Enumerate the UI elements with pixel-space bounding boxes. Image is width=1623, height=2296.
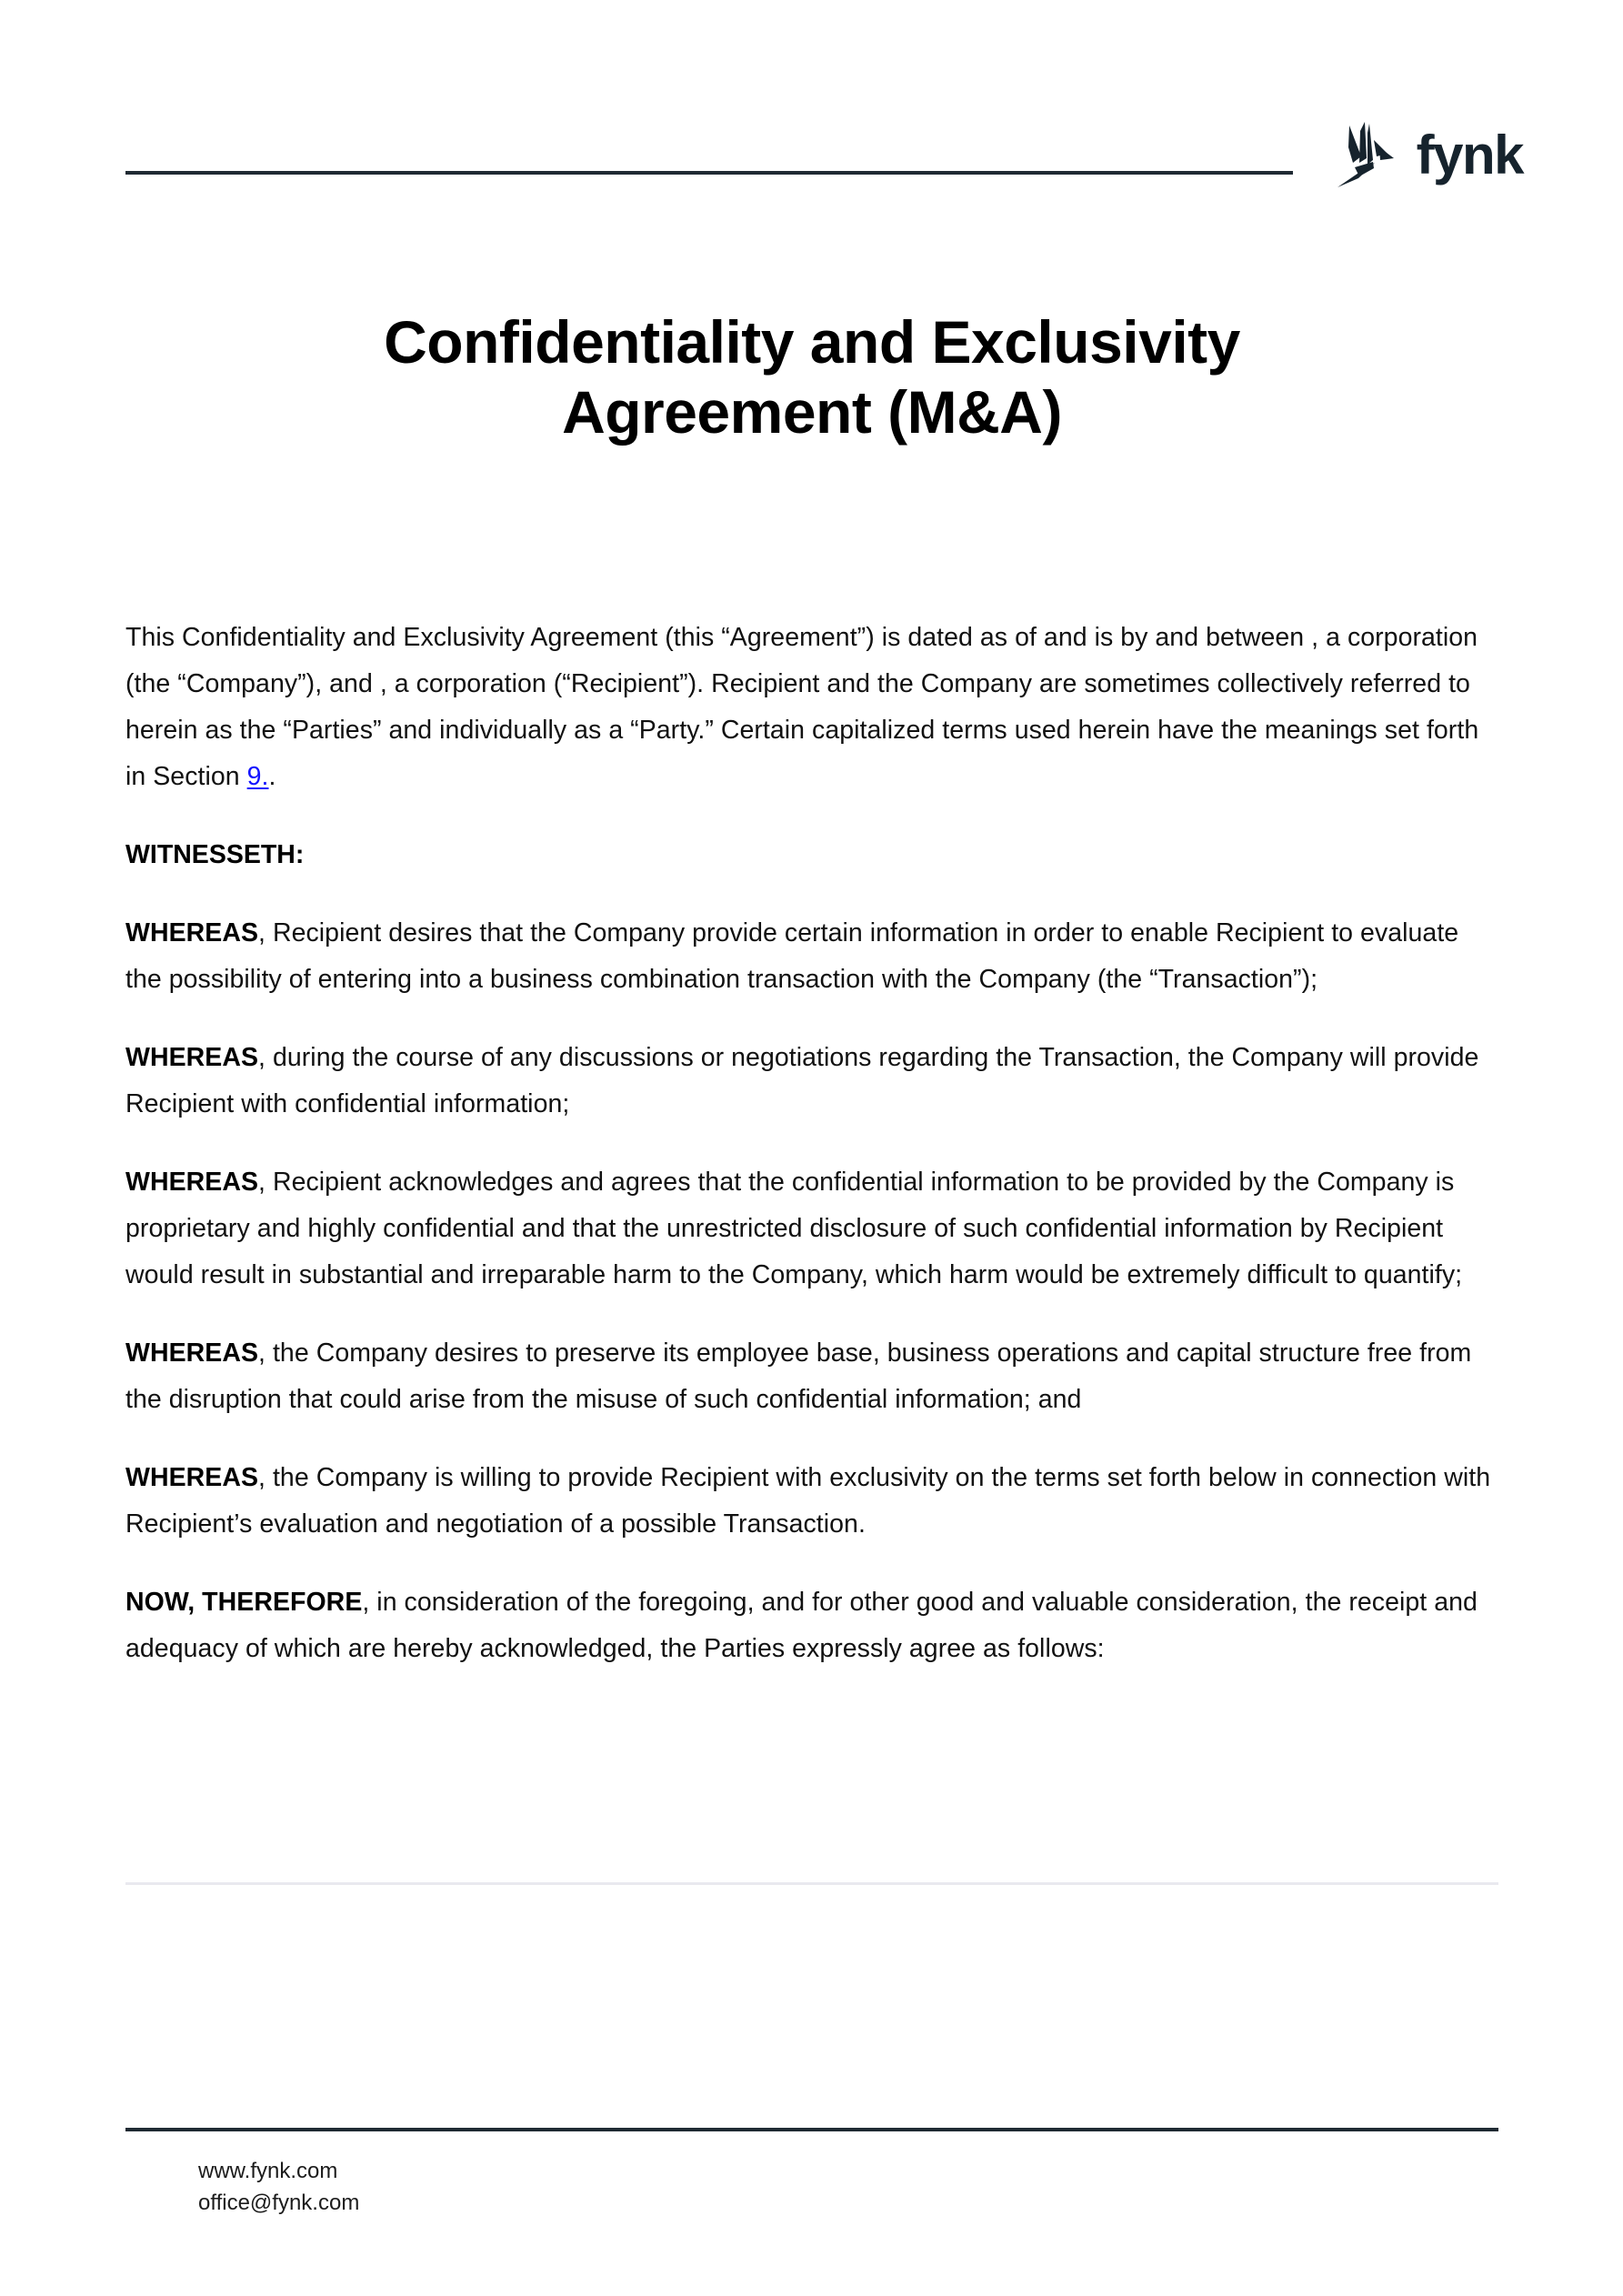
recital-lead-in: WHEREAS bbox=[125, 1338, 259, 1368]
recital-paragraph bbox=[125, 1159, 1498, 1298]
recital-text: , Recipient desires that the Company provide certain information in order to enable Recipient to evaluate the possibility of entering into a business combination transaction with the Company (the “Transaction”); bbox=[125, 918, 1459, 994]
footer-website[interactable]: www.fynk.com bbox=[198, 2159, 338, 2183]
recital-paragraph bbox=[125, 1455, 1498, 1548]
recital-text: , the Company desires to preserve its employee base, business operations and capital structure free from the disruption that could arise from the misuse of such confidential information; and bbox=[125, 1338, 1472, 1414]
recital-text: , during the course of any discussions or negotiations regarding the Transaction, the Company will provide Recipient with confidential information; bbox=[125, 1043, 1479, 1118]
document-title-line-2: Agreement (M&A) bbox=[562, 377, 1062, 446]
now-therefore-text: , in consideration of the foregoing, and for other good and valuable consideration, the receipt and adequacy of which are hereby acknowledged, the Parties expressly agree as follows: bbox=[125, 1588, 1478, 1663]
recital-text: , Recipient acknowledges and agrees that the confidential information to be provided by the Company is proprietary and highly confidential and that the unrestricted disclosure of such confidential information by Recipient would result in substantial and irreparable harm to the Company, which harm would be extremely difficult to quantify; bbox=[125, 1168, 1463, 1289]
body-section-divider bbox=[125, 1882, 1498, 1885]
footer-contact-block bbox=[125, 2131, 1498, 2219]
recital-lead-in: WHEREAS bbox=[125, 918, 259, 947]
intro-text-before-link: This Confidentiality and Exclusivity Agreement (this “Agreement”) is dated as of and is by and between , a corporation (the “Company”), and , a corporation (“Recipient”). Recipient and the Company are sometimes collectively referred to herein as the “Parties” and individually as a “Party.” Certain capitalized terms used herein have the meanings set forth in Section bbox=[125, 623, 1479, 791]
page-header bbox=[0, 0, 1623, 191]
recital-paragraph bbox=[125, 1330, 1498, 1423]
recital-lead-in: WHEREAS bbox=[125, 1168, 259, 1197]
recital-lead-in: WHEREAS bbox=[125, 1043, 259, 1072]
section-9-cross-reference-link[interactable]: 9. bbox=[246, 762, 269, 791]
header-divider-rule bbox=[125, 171, 1293, 175]
document-title bbox=[125, 307, 1498, 446]
recital-lead-in: WHEREAS bbox=[125, 1463, 259, 1492]
document-body bbox=[125, 615, 1498, 1672]
now-therefore-paragraph bbox=[125, 1579, 1498, 1672]
recital-paragraph bbox=[125, 910, 1498, 1003]
brand-wordmark: fynk bbox=[1416, 125, 1523, 185]
recital-text: , the Company is willing to provide Recipient with exclusivity on the terms set forth below in connection with Recipient’s evaluation and negotiation of a possible Transaction. bbox=[125, 1463, 1491, 1539]
witnesseth-heading: WITNESSETH: bbox=[125, 840, 305, 869]
recital-paragraph bbox=[125, 1035, 1498, 1128]
brand-logo[interactable] bbox=[1337, 120, 1523, 191]
fynk-origami-bird-icon bbox=[1337, 120, 1404, 191]
document-title-line-1: Confidentiality and Exclusivity bbox=[384, 308, 1240, 376]
intro-paragraph bbox=[125, 615, 1498, 800]
footer-email[interactable]: office@fynk.com bbox=[198, 2191, 360, 2215]
now-therefore-lead-in: NOW, THEREFORE bbox=[125, 1588, 363, 1617]
intro-text-after-link: . bbox=[268, 762, 276, 791]
page-footer bbox=[125, 2128, 1498, 2219]
